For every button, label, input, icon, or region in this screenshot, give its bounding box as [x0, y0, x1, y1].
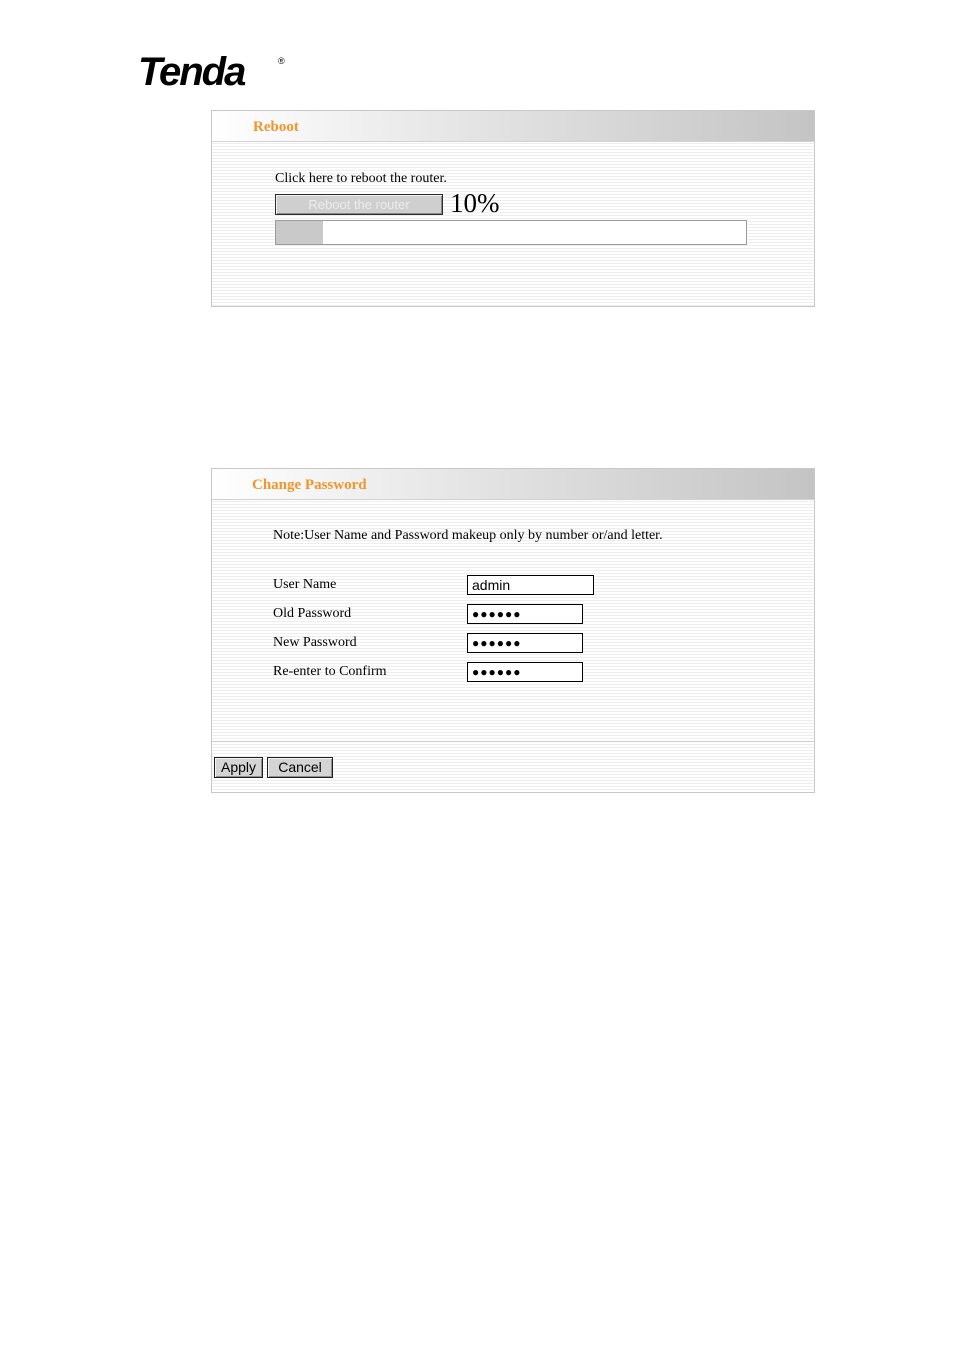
reboot-progress-bar — [275, 220, 747, 245]
logo-text: Tenda — [138, 50, 245, 94]
apply-button[interactable]: Apply — [214, 757, 263, 778]
reboot-progress-fill — [276, 221, 323, 244]
confirm-password-input[interactable]: ●●●●●● — [467, 662, 583, 682]
reboot-panel — [211, 110, 815, 307]
confirm-password-label: Re-enter to Confirm — [273, 664, 387, 679]
change-password-title: Change Password — [252, 477, 367, 493]
reboot-title: Reboot — [253, 119, 299, 135]
reboot-panel-header — [212, 111, 814, 142]
button-divider — [212, 741, 814, 742]
user-name-input[interactable]: admin — [467, 575, 594, 595]
change-password-panel — [211, 468, 815, 793]
registered-mark: ® — [278, 56, 285, 66]
cancel-button[interactable]: Cancel — [267, 757, 333, 778]
old-password-input[interactable]: ●●●●●● — [467, 604, 583, 624]
new-password-input[interactable]: ●●●●●● — [467, 633, 583, 653]
password-note: Note:User Name and Password makeup only by number or/and letter. — [273, 528, 663, 543]
reboot-router-button[interactable]: Reboot the router — [275, 194, 443, 215]
reboot-progress-percent: 10% — [450, 188, 500, 218]
tenda-logo — [138, 50, 285, 94]
new-password-label: New Password — [273, 635, 357, 650]
reboot-instruction: Click here to reboot the router. — [275, 171, 447, 186]
change-password-header — [212, 469, 814, 500]
old-password-label: Old Password — [273, 606, 352, 621]
user-name-label: User Name — [273, 577, 337, 592]
